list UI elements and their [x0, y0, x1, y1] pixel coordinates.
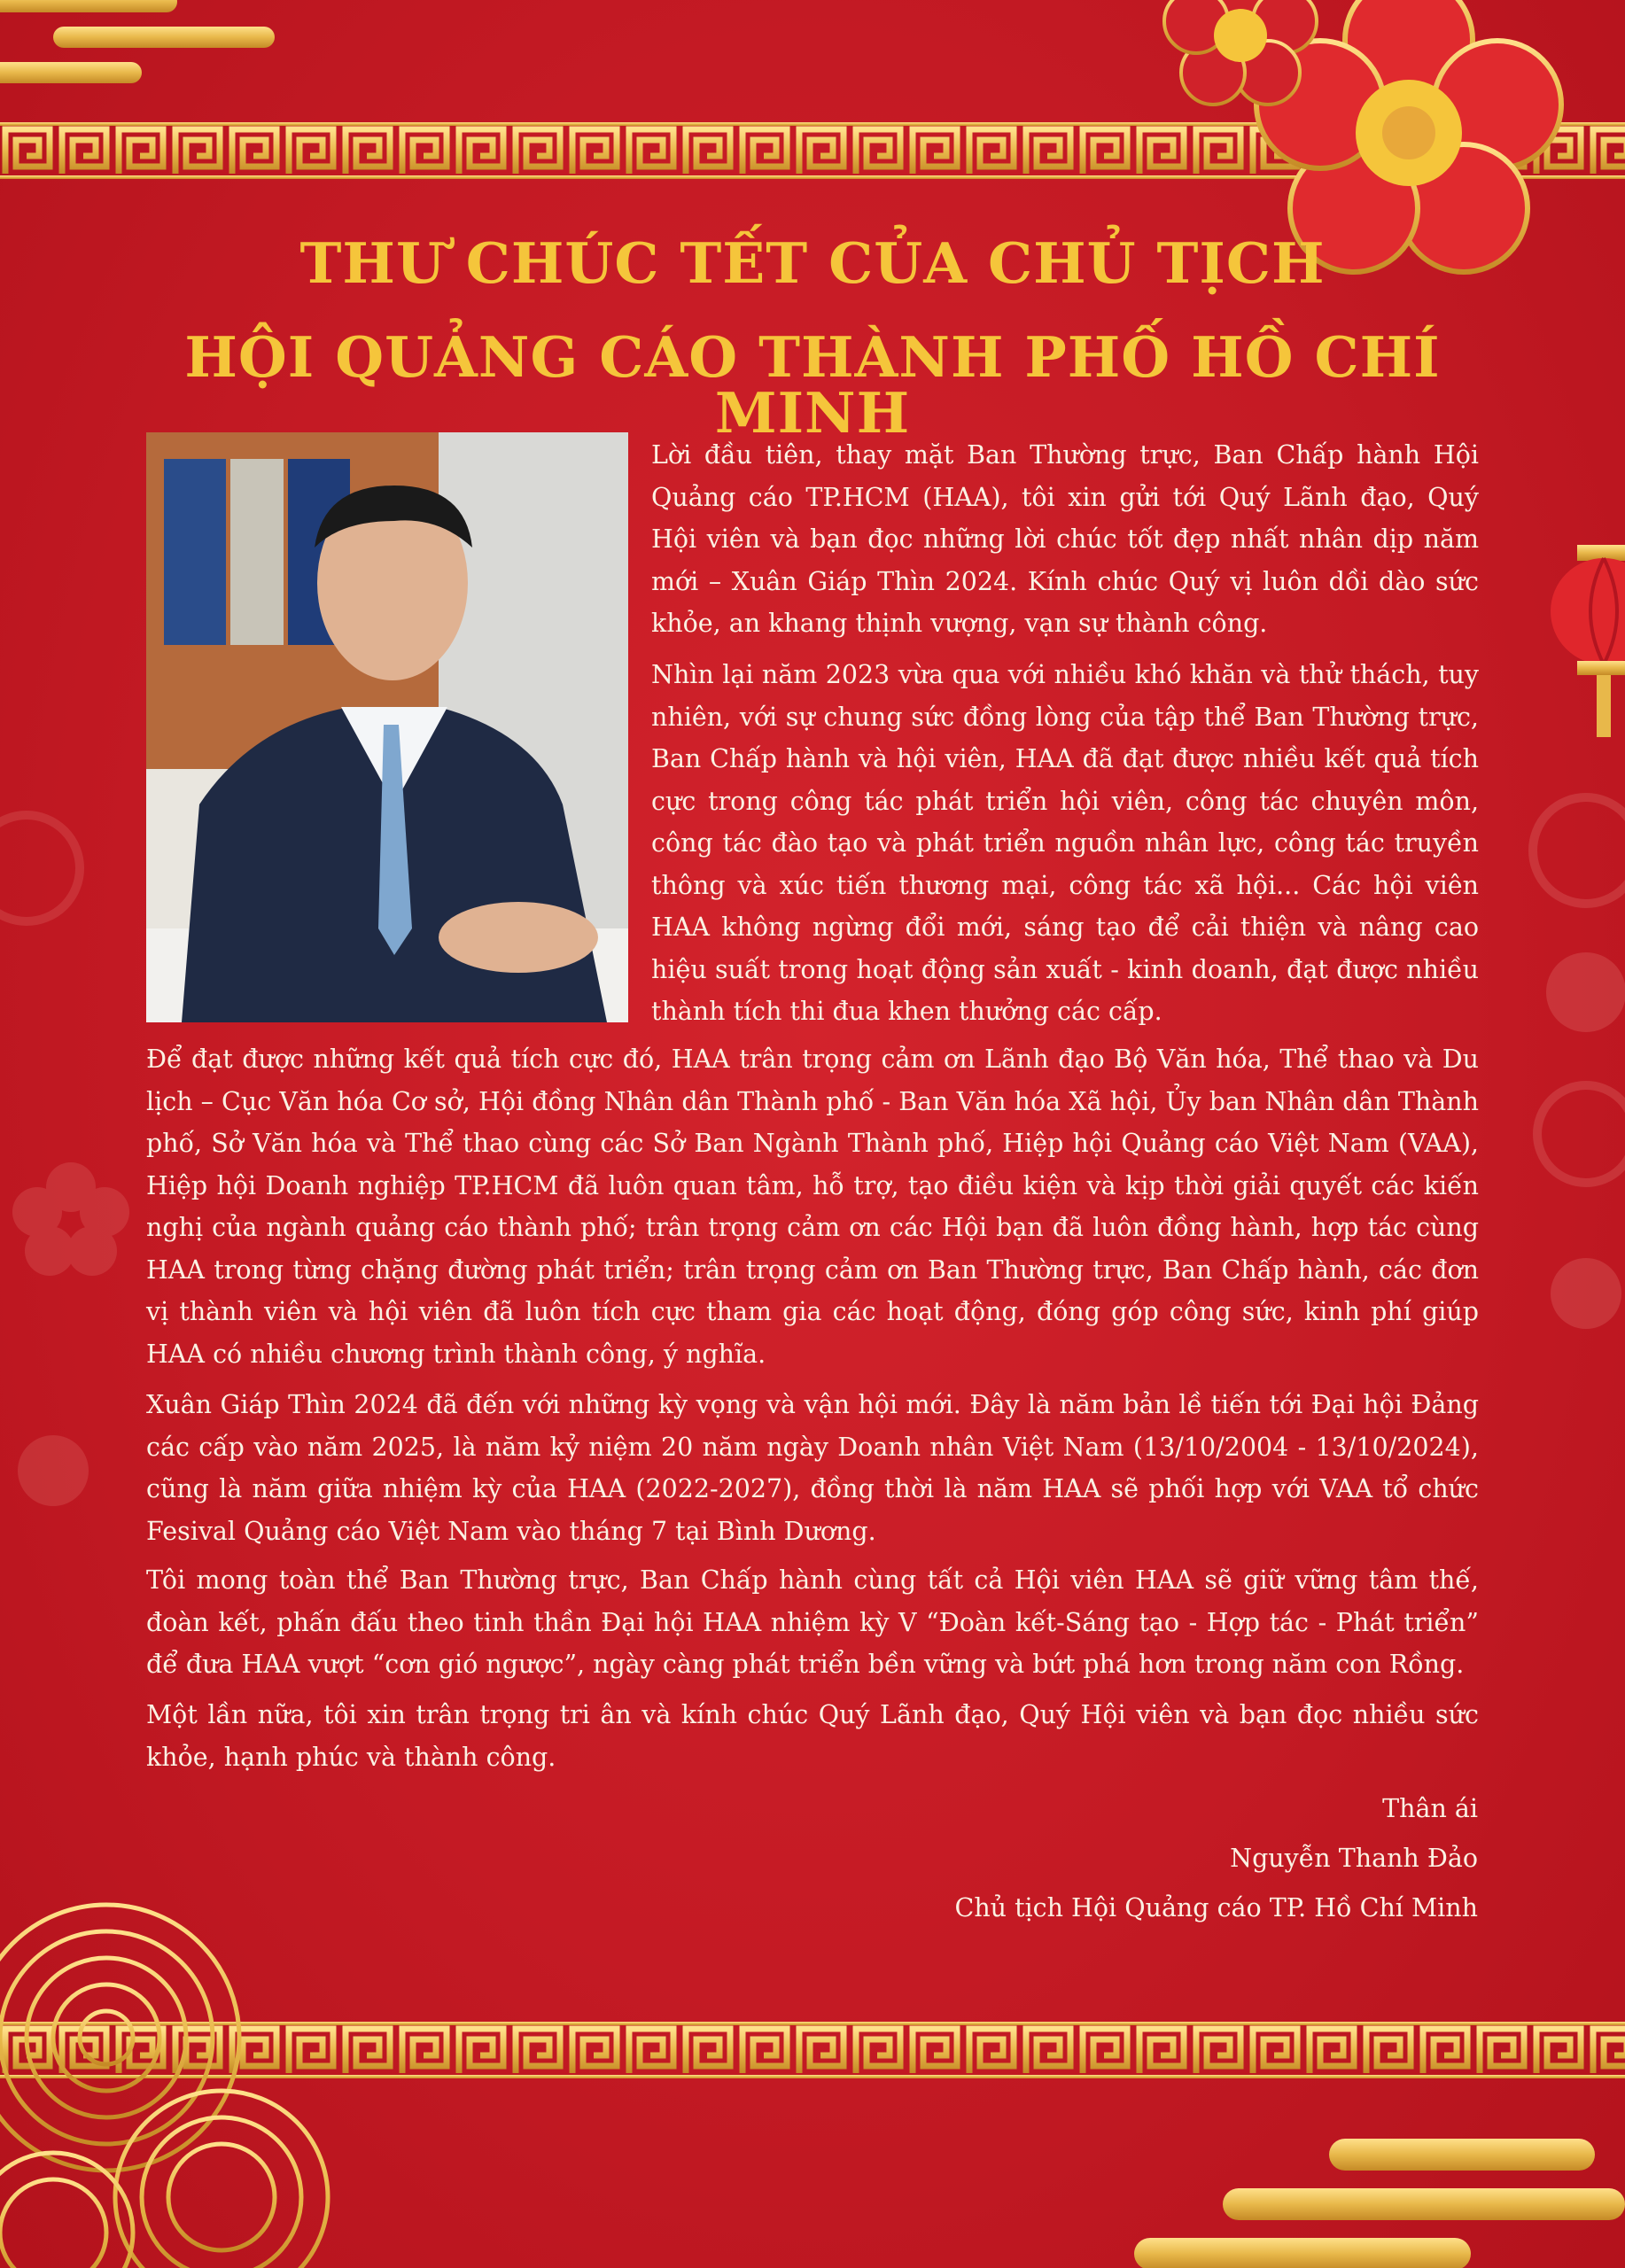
background-pattern-left — [0, 797, 151, 1683]
paragraph-thanks: Để đạt được những kết quả tích cực đó, HAA trân trọng cảm ơn Lãnh đạo Bộ Văn hóa, Thể thao và Du lịch – Cục Văn hóa Cơ sở, Hội đồng Nhân dân Thành phố - Ban Văn hóa Xã hội, Ủy ban Nhân dân Thành phố, Sở Văn hóa và Thể thao cùng các Sở Ban Ngành Thành phố, Hiệp hội Quảng cáo Việt Nam (VAA), Hiệp hội Doanh nghiệp TP.HCM đã luôn quan tâm, hỗ trợ, tạo điều kiện và kịp thời giải quyết các kiến nghị của ngành quảng cáo thành phố; trân trọng cảm ơn các Hội bạn đã luôn đồng hành, hợp tác cùng HAA trong từng chặng đường phát triển; trân trọng cảm ơn Ban Thường trực, Ban Chấp hành, các đơn vị thành viên và hội viên đã luôn tích cực tham gia các hoạt động, đóng góp công sức, kinh phí giúp HAA có nhiều chương trình thành công, ý nghĩa. — [146, 1045, 1479, 1369]
paragraph-review-2023: Nhìn lại năm 2023 vừa qua với nhiều khó khăn và thử thách, tuy nhiên, với sự chung sức đồng lòng của tập thể Ban Thường trực, Ban Chấp hành và hội viên, HAA đã đạt được nhiều kết quả tích cực trong công tác phát triển hội viên, công tác chuyên môn, công tác đào tạo và phát triển nguồn nhân lực, công tác truyền thông và xúc tiến thương mại, công tác xã hội... Các hội viên HAA không ngừng đổi mới, sáng tạo để cải thiện và nâng cao hiệu suất trong hoạt động sản xuất - kinh doanh, đạt được nhiều thành tích thi đua khen thưởng các cấp. — [651, 660, 1479, 1026]
page-title-line-1: THƯ CHÚC TẾT CỦA CHỦ TỊCH — [299, 230, 1326, 296]
paragraph-new-year: Xuân Giáp Thìn 2024 đã đến với những kỳ vọng và vận hội mới. Đây là năm bản lề tiến tới Đại hội Đảng các cấp vào năm 2025, là năm kỷ niệm 20 năm ngày Doanh nhân Việt Nam (13/10/2004 - 13/10/2024), cũng là năm giữa nhiệm kỳ của HAA (2022-2027), đồng thời là năm HAA sẽ phối hợp với VAA tổ chức Fesival Quảng cáo Việt Nam vào tháng 7 tại Bình Dương. — [146, 1390, 1479, 1546]
paragraph-closing-wish: Một lần nữa, tôi xin trân trọng tri ân và kính chúc Quý Lãnh đạo, Quý Hội viên và bạn đọc nhiều sức khỏe, hạnh phúc và thành công. — [146, 1700, 1479, 1772]
page-title-line-2: HỘI QUẢNG CÁO THÀNH PHỐ HỒ CHÍ MINH — [184, 324, 1441, 446]
gold-cloud-top-left — [0, 0, 284, 97]
lantern-icon — [1542, 346, 1625, 753]
background-pattern-right — [1497, 762, 1625, 1471]
gold-circles-bottom-left — [0, 1736, 337, 2268]
signer-title: Chủ tịch Hội Quảng cáo TP. Hồ Chí Minh — [954, 1893, 1478, 1922]
gold-cloud-bottom-right — [1134, 2126, 1625, 2268]
closing-salutation: Thân ái — [1382, 1794, 1478, 1823]
chairman-portrait-photo — [146, 432, 628, 1022]
paragraph-hope: Tôi mong toàn thể Ban Thường trực, Ban Chấp hành cùng tất cả Hội viên HAA sẽ giữ vững tâm thế, đoàn kết, phấn đấu theo tinh thần Đại hội HAA nhiệm kỳ V “Đoàn kết-Sáng tạo - Hợp tác - Phát triển” để đưa HAA vượt “cơn gió ngược”, ngày càng phát triển bền vững và bứt phá hơn trong năm con Rồng. — [146, 1565, 1479, 1679]
paragraph-greeting: Lời đầu tiên, thay mặt Ban Thường trực, Ban Chấp hành Hội Quảng cáo TP.HCM (HAA), tôi xin gửi tới Quý Lãnh đạo, Quý Hội viên và bạn đọc những lời chúc tốt đẹp nhất nhân dịp năm mới – Xuân Giáp Thìn 2024. Kính chúc Quý vị luôn dồi dào sức khỏe, an khang thịnh vượng, vạn sự thành công. — [651, 440, 1479, 638]
signer-name: Nguyễn Thanh Đảo — [1230, 1844, 1478, 1873]
